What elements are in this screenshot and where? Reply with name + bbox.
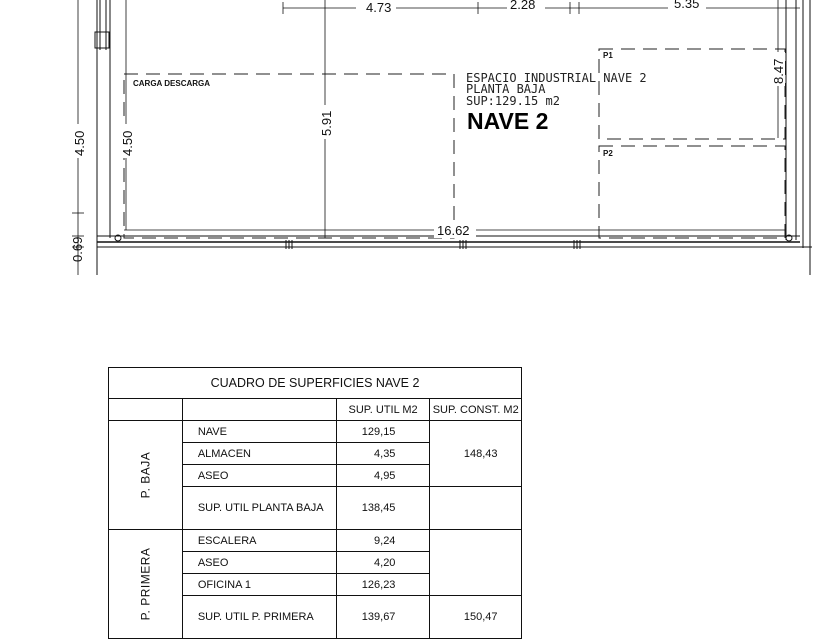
zone-label-p1: P1 [603,51,613,60]
zone-label-carga: CARGA DESCARGA [133,79,211,88]
table-title: CUADRO DE SUPERFICIES NAVE 2 [109,368,522,399]
section-label-primera: P. PRIMERA [109,530,183,639]
header-sup-const: SUP. CONST. M2 [430,399,522,421]
const-value-primera: 150,47 [430,596,522,639]
space-label: ESPACIO INDUSTRIAL NAVE 2 [466,71,647,85]
dimension-label: 4.50 [72,130,87,156]
table-row: ALMACEN 4,35 [109,443,522,465]
surface-table [108,367,522,639]
table-row: OFICINA 1 126,23 [109,574,522,596]
floor-plan [0,0,840,300]
section-label-baja: P. BAJA [109,421,183,530]
dimension-label: 4.73 [366,0,392,15]
surface-label: SUP:129.15 m2 [466,94,560,108]
dimension-label: 5.35 [674,0,700,11]
table-row-total: SUP. UTIL PLANTA BAJA 138,45 [109,487,522,530]
zone-label-p2: P2 [603,149,613,158]
dimension-label: 4.50 [120,130,135,156]
table-row: P. PRIMERA ESCALERA 9,24 [109,530,522,552]
dimension-label: 2.28 [510,0,536,12]
table-row-total: SUP. UTIL P. PRIMERA 139,67 150,47 [109,596,522,639]
table-row: P. BAJA NAVE 129,15 148,43 [109,421,522,443]
dimension-label: 8.47 [771,58,786,84]
dimension-label: 16.62 [437,223,470,238]
floor-label: PLANTA BAJA [466,82,546,96]
const-value-baja: 148,43 [430,421,522,487]
dashed-zones [124,49,785,238]
header-sup-util: SUP. UTIL M2 [336,399,430,421]
plan-title: NAVE 2 [467,108,549,134]
table-row: ASEO 4,95 [109,465,522,487]
dimension-label: 0.69 [70,236,85,262]
table-row: ASEO 4,20 [109,552,522,574]
dimension-label: 5.91 [319,110,334,136]
